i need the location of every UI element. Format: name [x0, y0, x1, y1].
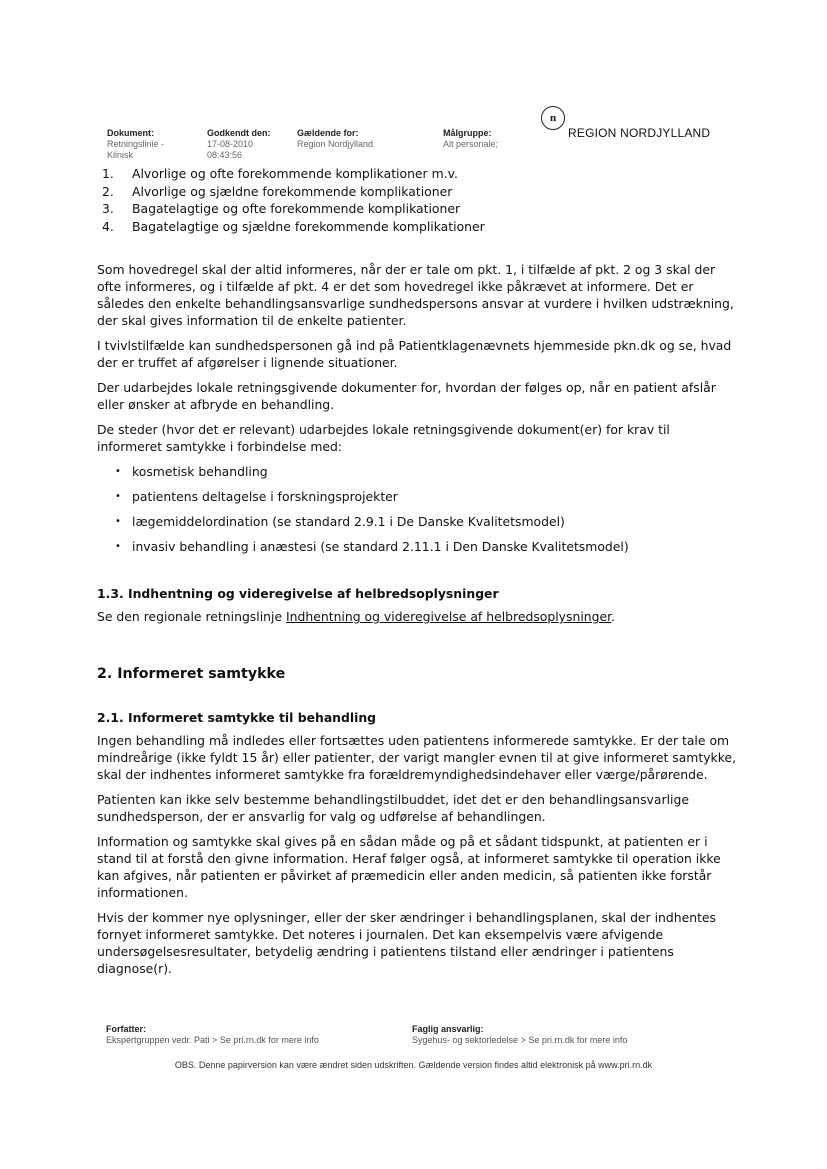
footer-faglig	[412, 1024, 627, 1046]
dokument-label: Dokument:	[107, 128, 154, 138]
obs-notice: OBS. Denne papirversion kan være ændret siden udskriften. Gældende version findes altid elektronisk på www.pri.rn.dk	[174, 1060, 653, 1070]
godkendt-date: 17-08-2010	[207, 139, 254, 149]
forfatter-value: Ekspertgruppen vedr. Pati > Se pri.rn.dk for mere info	[106, 1035, 319, 1045]
section-heading-2: 2. Informeret samtykke	[97, 666, 286, 682]
bullet-item: • lægemiddelordination (se standard 2.9.1 i De Danske Kvalitetsmodel)	[97, 513, 737, 530]
gaeldende-label: Gældende for:	[297, 128, 359, 138]
list-item: 3. Bagatelagtige og ofte forekommende komplikationer	[102, 201, 461, 216]
footer-forfatter	[106, 1024, 319, 1046]
paragraph: De steder (hvor det er relevant) udarbejdes lokale retningsgivende dokument(er) for krav til informeret samtykke i forbindelse med:	[97, 422, 670, 454]
list-item: 2. Alvorlige og sjældne forekommende komplikationer	[102, 183, 453, 199]
document-body	[97, 165, 737, 985]
region-logo	[541, 106, 721, 146]
bullet-item: • invasiv behandling i anæstesi (se standard 2.11.1 i Den Danske Kvalitetsmodel)	[97, 538, 737, 555]
paragraph: Information og samtykke skal gives på en sådan måde og på et sådant tidspunkt, at patienten er i stand til at forstå den givne information. Heraf følger også, at informeret samtykke til operation ikke kan afgives, når patienten er påvirket af præmedicin eller anden medicin, så patienten ikke forstår informationen.	[97, 834, 721, 900]
paragraph: Som hovedregel skal der altid informeres, når der er tale om pkt. 1, i tilfælde af pkt. 2 og 3 skal der ofte informeres, og i tilfælde af pkt. 4 er det som hovedregel ikke påkrævet at informere. Det er således den enkelte behandlingsansvarlige sundhedspersons ansvar at vurdere i hvilken udstrækning, der skal gives information til de enkelte patienter.	[97, 262, 734, 328]
paragraph: Ingen behandling må indledes eller fortsættes uden patientens informerede samtykke. Er der tale om mindreårige (ikke fyldt 15 år) eller patienter, der varigt mangler evnen til at give informeret samtykke, skal der indhentes informeret samtykke fra forældremyndighedsindehaver eller værge/pårørende.	[97, 733, 737, 782]
header-maalgruppe	[443, 128, 498, 150]
region-logo-text: REGION NORDJYLLAND	[568, 126, 711, 140]
maalgruppe-value: Alt personale;	[443, 139, 499, 149]
header-dokument	[107, 128, 164, 161]
bullet-list	[97, 463, 737, 555]
region-logo-icon: n	[541, 106, 565, 130]
paragraph: Se den regionale retningslinje Indhentning og videregivelse af helbredsoplysninger.	[97, 609, 616, 624]
maalgruppe-label: Målgruppe:	[443, 128, 492, 138]
paragraph: Der udarbejdes lokale retningsgivende dokumenter for, hvordan der følges op, når en patient afslår eller ønsker at afbryde en behandling.	[97, 380, 716, 412]
header-godkendt	[207, 128, 271, 161]
paragraph: I tvivlstilfælde kan sundhedspersonen gå ind på Patientklagenævnets hjemmeside pkn.dk og se, hvad der er truffet af afgørelser i lignende situationer.	[97, 338, 732, 370]
forfatter-label: Forfatter:	[106, 1024, 146, 1034]
bullet-item: • patientens deltagelse i forskningsprojekter	[97, 488, 737, 505]
godkendt-label: Godkendt den:	[207, 128, 271, 138]
paragraph: Hvis der kommer nye oplysninger, eller der sker ændringer i behandlingsplanen, skal der indhentes fornyet informeret samtykke. Det noteres i journalen. Det kan eksempelvis være afvigende undersøgelsesresultater, betydelig ændring i patientens tilstand eller ændringer i patientens diagnose(r).	[97, 910, 717, 976]
godkendt-time: 08:43:56	[207, 150, 243, 160]
header-gaeldende	[297, 128, 373, 150]
faglig-value: Sygehus- og sektorledelse > Se pri.rn.dk for mere info	[412, 1035, 628, 1045]
dokument-value: Retningslinie -	[107, 139, 165, 149]
gaeldende-value: Region Nordjylland	[297, 139, 374, 149]
helbredsoplysninger-link[interactable]: Indhentning og videregivelse af helbredsoplysninger	[286, 609, 612, 624]
faglig-label: Faglig ansvarlig:	[412, 1024, 484, 1034]
bullet-item: • kosmetisk behandling	[97, 463, 737, 480]
section-heading-1-3: 1.3. Indhentning og videregivelse af helbredsoplysninger	[97, 586, 499, 601]
paragraph: Patienten kan ikke selv bestemme behandlingstilbuddet, idet det er den behandlingsansvarlige sundhedsperson, der er ansvarlig for valg og udførelse af behandlingen.	[97, 792, 689, 824]
list-item: 4. Bagatelagtige og sjældne forekommende komplikationer	[102, 218, 485, 234]
complication-list	[97, 165, 737, 235]
list-item: 1. Alvorlige og ofte forekommende komplikationer m.v.	[102, 166, 458, 181]
section-heading-2-1: 2.1. Informeret samtykke til behandling	[97, 710, 377, 725]
dokument-value-2: Klinisk	[107, 150, 134, 160]
